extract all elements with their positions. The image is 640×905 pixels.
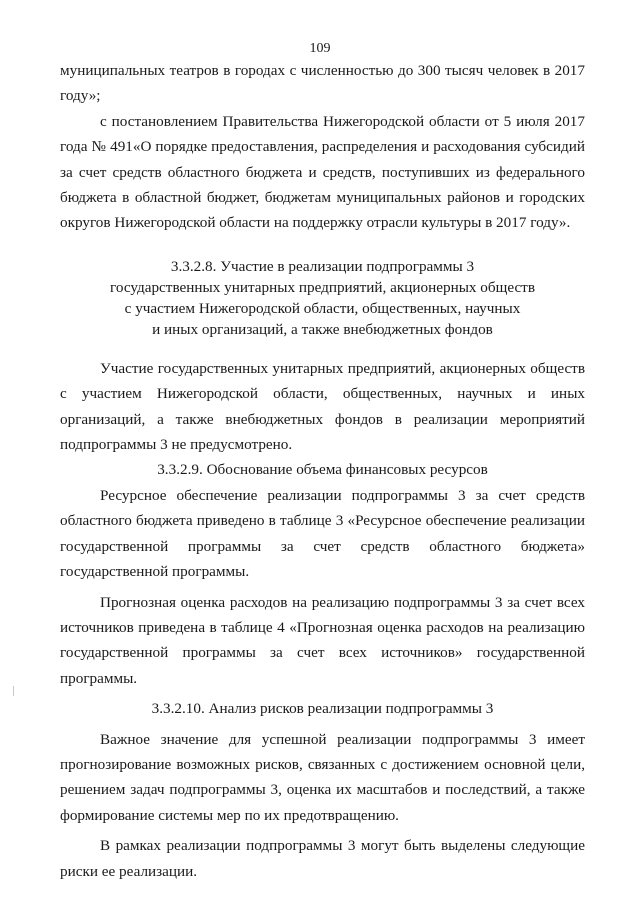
heading-line: с участием Нижегородской области, общественных, научных [124,299,521,317]
heading-line: 3.3.2.8. Участие в реализации подпрограммы 3 [170,257,475,275]
heading-line: и иных организаций, а также внебюджетных фондов [152,320,493,338]
paragraph-risk-forecasting: Важное значение для успешной реализации подпрограммы 3 имеет прогнозирование возможных рисков, связанных с достижением основной цели, решением задач подпрограммы 3, оценка их масштабов и последствий, а также формирование системы мер по их предотвращению. [60,730,585,824]
paragraph-resolution-491: с постановлением Правительства Нижегородской области от 5 июля 2017 года № 491«О порядке предоставления, распределения и расходования субсидий за счет средств областного бюджета и средств, поступивших из федерального бюджета в областной бюджет, бюджетам муниципальных районов и городских округов Нижегородской области на поддержку отрасли культуры в 2017 году». [60,112,585,232]
section-heading-3-3-2-10: 3.3.2.10. Анализ рисков реализации подпрограммы 3 [151,700,494,718]
paragraph-participation: Участие государственных унитарных предприятий, акционерных обществ с участием Нижегородской области, общественных, научных и иных организаций, а также внебюджетных фондов в реализации мероприятий подпрограммы 3 не предусмотрено. [60,359,585,454]
section-heading-3-3-2-8 [60,256,585,340]
document-body [60,58,585,884]
page-number: 109 [309,41,331,56]
paragraph-forecast-estimate: Прогнозная оценка расходов на реализацию подпрограммы 3 за счет всех источников приведена в таблице 4 «Прогнозная оценка расходов на реализацию государственной программы за счет всех источников» государственной программы. [60,593,585,687]
heading-line: государственных унитарных предприятий, акционерных обществ [110,278,535,296]
section-heading-3-3-2-9: 3.3.2.9. Обоснование объема финансовых ресурсов [157,461,488,479]
paragraph-resource-provision: Ресурсное обеспечение реализации подпрограммы 3 за счет средств областного бюджета приведено в таблице 3 «Ресурсное обеспечение реализации государственной программы за счет средств областного бюджета» государственной программы. [60,486,585,581]
scan-artifact [13,686,14,696]
paragraph-risks-list-intro: В рамках реализации подпрограммы 3 могут быть выделены следующие риски ее реализации. [60,837,585,880]
paragraph-continuation: муниципальных театров в городах с численностью до 300 тысяч человек в 2017 году»; [60,62,585,105]
